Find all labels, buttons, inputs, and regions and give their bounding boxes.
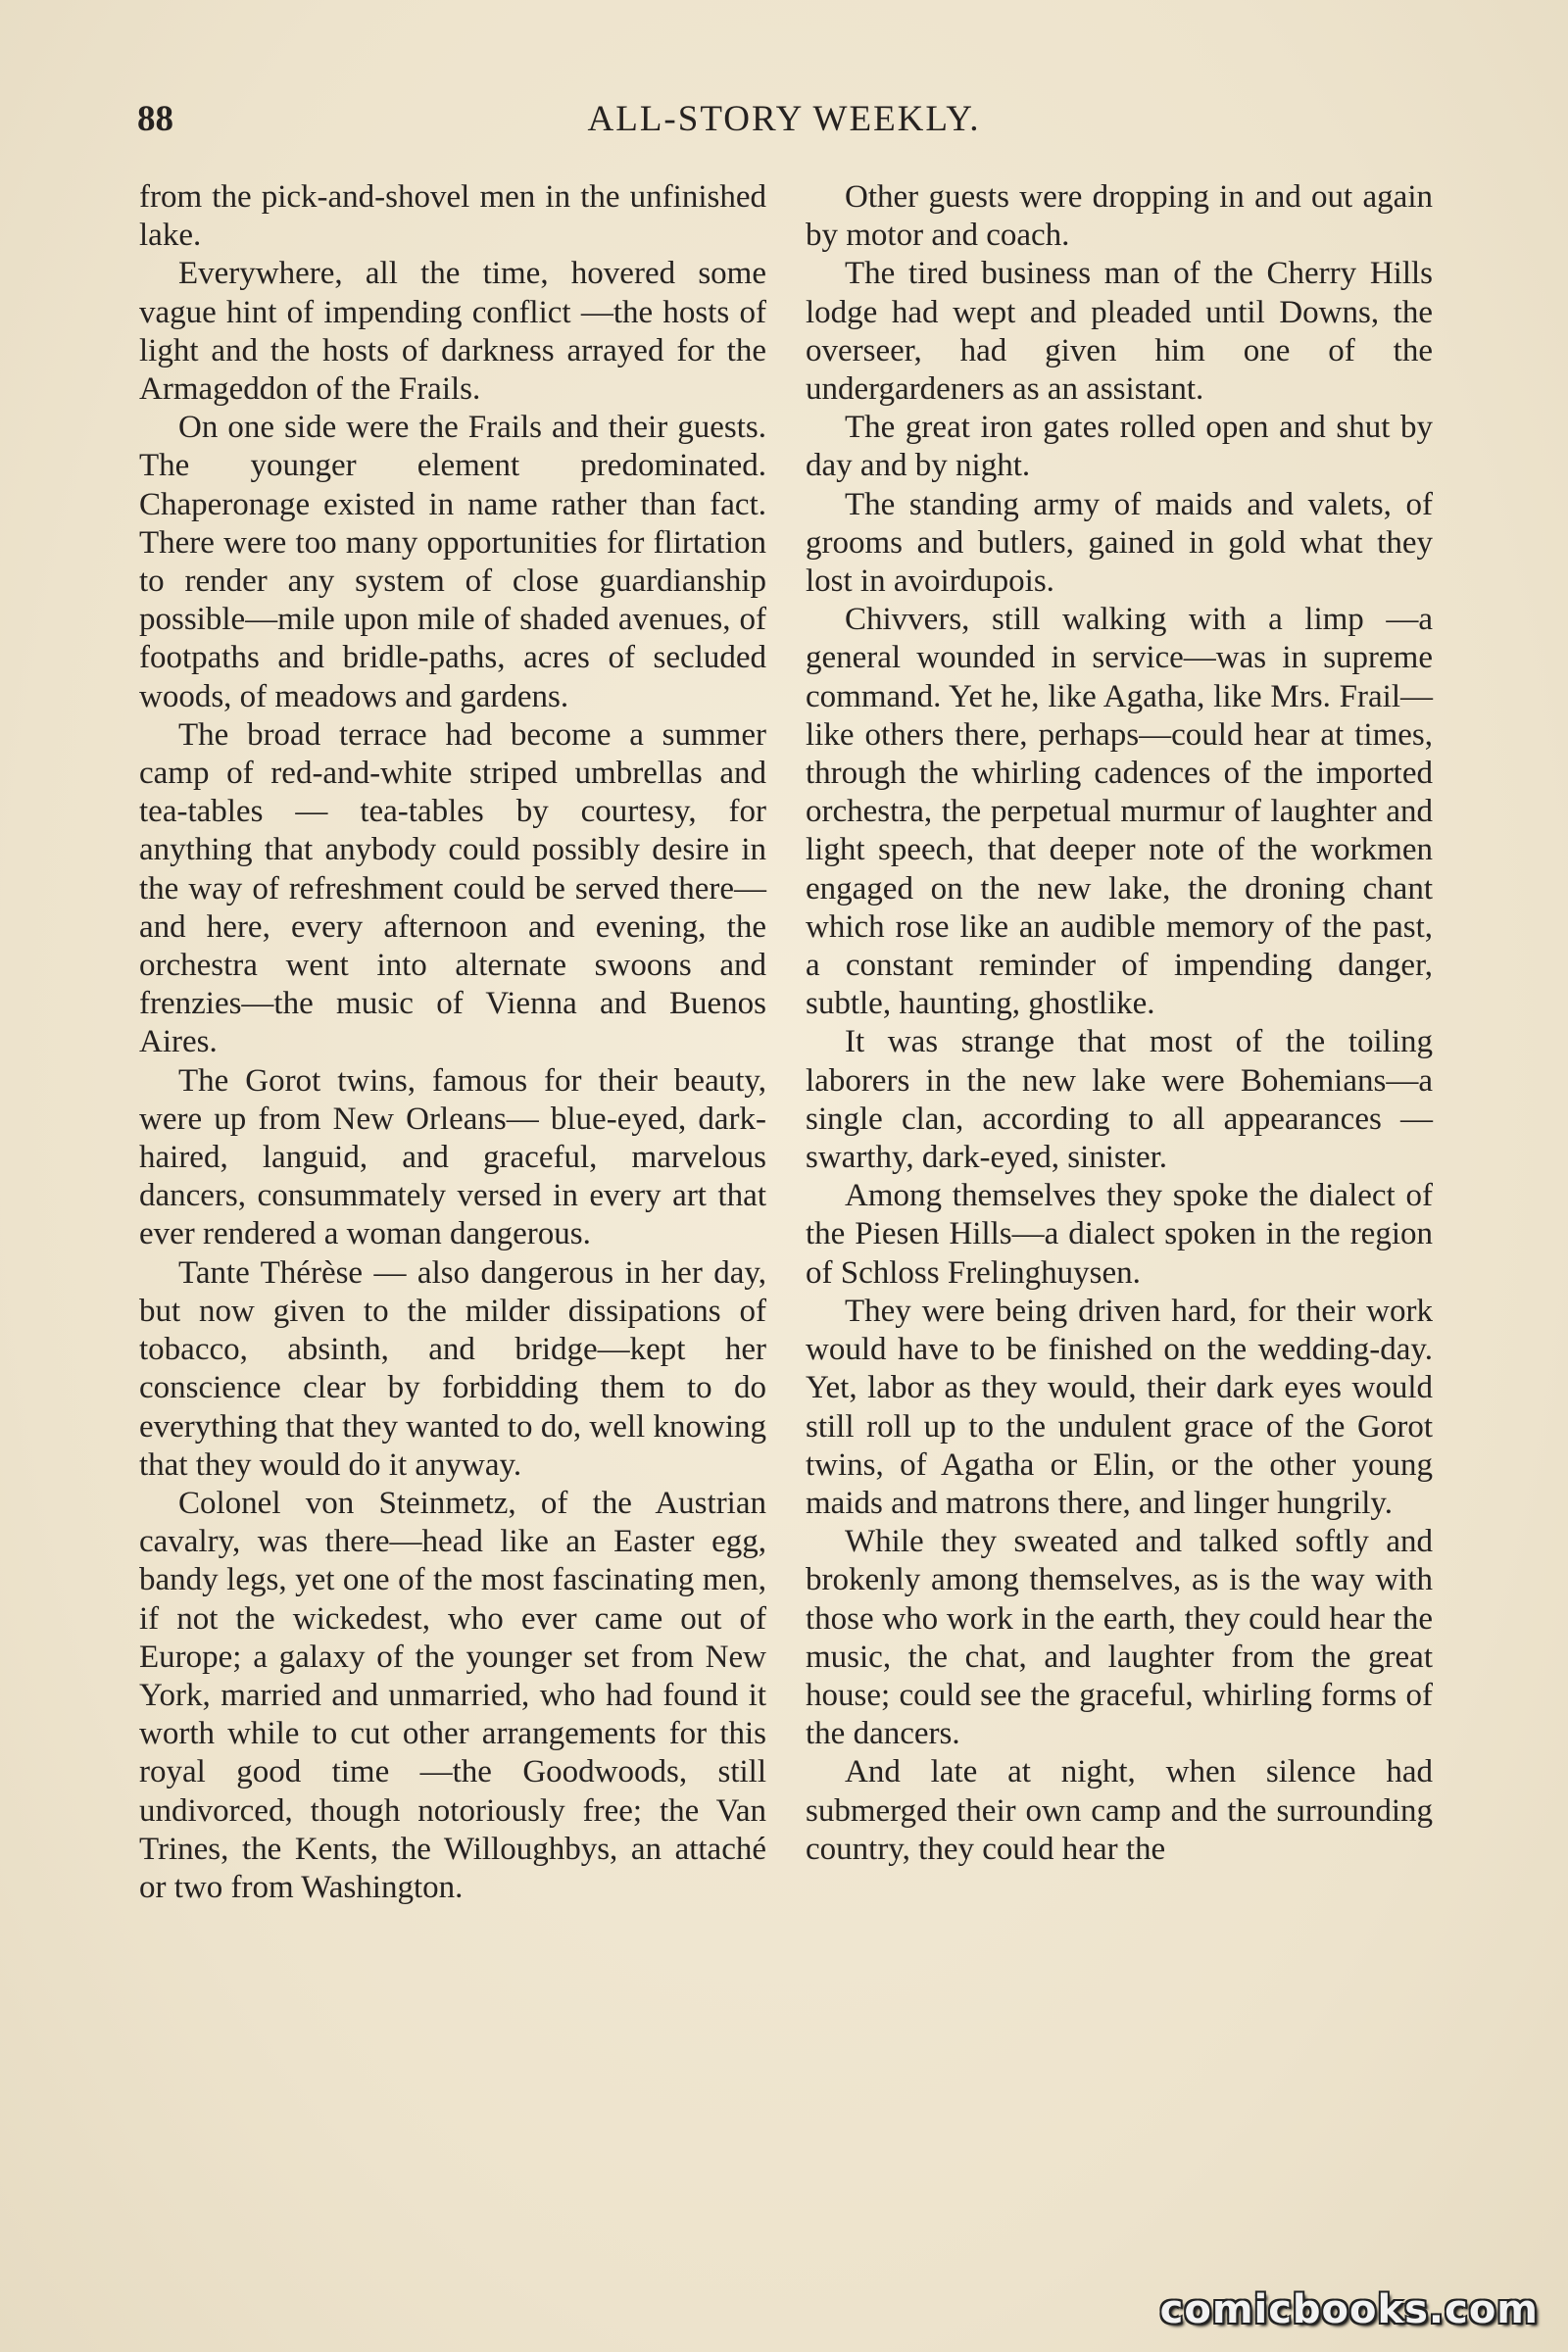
paragraph: Everywhere, all the time, hovered some vague hint of impending conflict —the hosts of light and the hosts of darkness arrayed for the Armageddon of the Frails. [139, 256, 766, 408]
paragraph: While they sweated and talked softly and brokenly among themselves, as is the way with those who work in the earth, they could hear the music, the chat, and laughter from the great house; could see the graceful, whirling forms of the dancers. [806, 1524, 1433, 1752]
paragraph: The Gorot twins, famous for their beauty, were up from New Orleans— blue-eyed, dark-haired, languid, and graceful, marvelous dancers, consummately versed in every art that ever rendered a woman dangerous. [139, 1062, 766, 1252]
running-head: ALL-STORY WEEKLY. [587, 99, 981, 139]
watermark: comicbooks.com [1159, 2287, 1539, 2332]
paragraph: The great iron gates rolled open and shut by day and by night. [806, 410, 1433, 484]
paragraph: The tired business man of the Cherry Hills lodge had wept and pleaded until Downs, the overseer, had given him one of the undergardeners as an assistant. [806, 256, 1433, 408]
paragraph: The broad terrace had become a summer camp of red-and-white striped umbrellas and tea-tables — tea-tables by courtesy, for anything that anybody could possibly desire in the way of refreshment could be served there—and here, every afternoon and evening, the orchestra went into alternate swoons and frenzies—the music of Vienna and Buenos Aires. [139, 716, 766, 1060]
paragraph: Among themselves they spoke the dialect of the Piesen Hills—a dialect spoken in the region of Schloss Frelinghuysen. [806, 1178, 1433, 1291]
paragraph: On one side were the Frails and their guests. The younger element predominated. Chaperonage existed in name rather than fact. There were too many opportunities for flirtation to render any system of close guardianship possible—mile upon mile of shaded avenues, of footpaths and bridle-paths, acres of secluded woods, of meadows and gardens. [139, 410, 766, 714]
paragraph: Chivvers, still walking with a limp —a general wounded in service—was in supreme command. Yet he, like Agatha, like Mrs. Frail—like others there, perhaps—could hear at times, through the whirling cadences of the imported orchestra, the perpetual murmur of laughter and light speech, that deeper note of the workmen engaged on the new lake, the droning chant which rose like an audible memory of the past, a constant reminder of impending danger, subtle, haunting, ghostlike. [806, 602, 1433, 1022]
paragraph: It was strange that most of the toiling laborers in the new lake were Bohemians—a single clan, according to all appearances — swarthy, dark-eyed, sinister. [806, 1024, 1433, 1176]
right-column [806, 178, 1433, 1869]
left-column [139, 178, 766, 1907]
page-header [137, 98, 1431, 157]
paragraph: They were being driven hard, for their work would have to be finished on the wedding-day. Yet, labor as they would, their dark eyes would still roll up to the undulent grace of the Gorot twins, of Agatha or Elin, or the other young maids and matrons there, and linger hungrily. [806, 1293, 1433, 1521]
page-number: 88 [137, 99, 173, 139]
paragraph: And late at night, when silence had submerged their own camp and the surrounding country, they could hear the [806, 1754, 1433, 1867]
paragraph: from the pick-and-shovel men in the unfinished lake. [139, 179, 766, 254]
paragraph: Colonel von Steinmetz, of the Austrian cavalry, was there—head like an Easter egg, bandy legs, yet one of the most fascinating men, if not the wickedest, who ever came out of Europe; a galaxy of the younger set from New York, married and unmarried, who had found it worth while to cut other arrangements for this royal good time —the Goodwoods, still undivorced, though notoriously free; the Van Trines, the Kents, the Willoughbys, an attaché or two from Washington. [139, 1485, 766, 1905]
paragraph: The standing army of maids and valets, of grooms and butlers, gained in gold what they lost in avoirdupois. [806, 486, 1433, 600]
paragraph: Other guests were dropping in and out again by motor and coach. [806, 179, 1433, 254]
paragraph: Tante Thérèse — also dangerous in her day, but now given to the milder dissipations of tobacco, absinth, and bridge—kept her conscience clear by forbidding them to do everything that they wanted to do, well knowing that they would do it anyway. [139, 1254, 766, 1483]
